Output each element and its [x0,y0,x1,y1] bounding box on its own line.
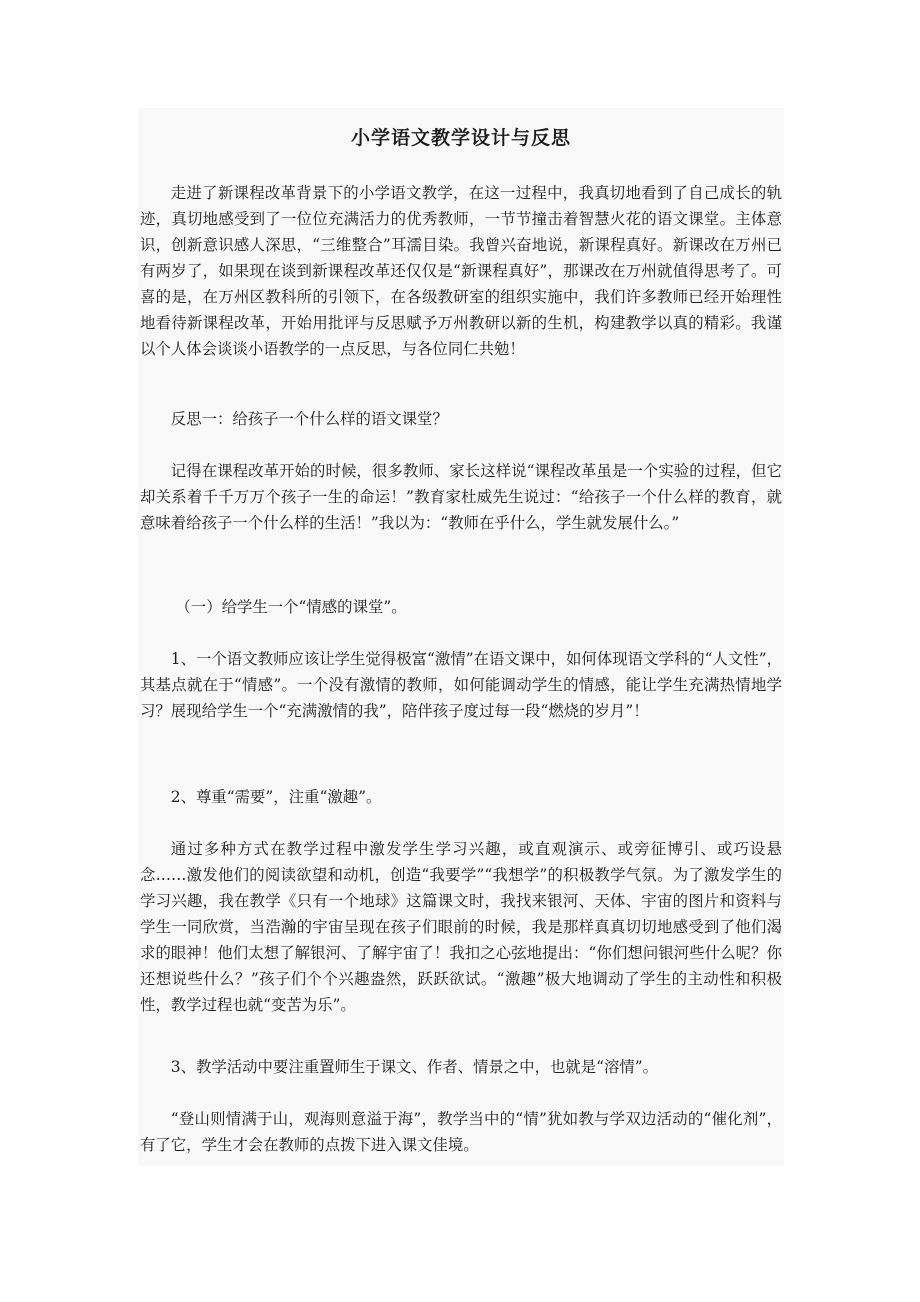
paragraph-point-3: 3、教学活动中要注重置师生于课文、作者、情景之中，也就是“溶情”。 [170,1058,659,1076]
document-page [138,108,784,1166]
paragraph-quote: 记得在课程改革开始的时候，很多教师、家长这样说“课程改革虽是一个实验的过程，但它却关系着千千万万个孩子一生的命运！”教育家杜威先生说过：“给孩子一个什么样的教育，就意味着给孩子一个什么样的生活！”我以为：“教师在乎什么，学生就发展什么。” [140,462,782,532]
subheading-emotional-classroom: （一）给学生一个“情感的课堂”。 [175,598,407,616]
paragraph-stimulate-interest: 通过多种方式在教学过程中激发学生学习兴趣，或直观演示、或旁征博引、或巧设悬念……激发他们的阅读欲望和动机，创造“我要学”“我想学”的积极教学气氛。为了激发学生的学习兴趣，我在教学《只有一个地球》这篇课文时，我找来银河、天体、宇宙的图片和资料与学生一同欣赏，当浩瀚的宇宙呈现在孩子们眼前的时候，我是那样真真切切地感受到了他们渴求的眼神！他们太想了解银河、了解宇宙了！我扣之心弦地提出：“你们想问银河些什么呢？你还想说些什么？”孩子们个个兴趣盎然，跃跃欲试。“激趣”极大地调动了学生的主动性和积极性，教学过程也就“变苦为乐”。 [140,840,782,1014]
paragraph-catalyst: “登山则情满于山，观海则意溢于海”，教学当中的“情”犹如教与学双边活动的“催化剂”，有了它，学生才会在教师的点拨下进入课文佳境。 [140,1110,782,1154]
paragraph-point-2: 2、尊重“需要”，注重“激趣”。 [170,788,382,806]
document-title: 小学语文教学设计与反思 [350,127,571,149]
section-heading-reflection-one: 反思一：给孩子一个什么样的语文课堂？ [170,410,448,428]
paragraph-point-1: 1、一个语文教师应该让学生觉得极富“激情”在语文课中，如何体现语文学科的“人文性”，其基点就在于“情感”。一个没有激情的教师，如何能调动学生的情感，能让学生充满热情地学习？展现给学生一个“充满激情的我”，陪伴孩子度过每一段“燃烧的岁月”！ [140,650,782,720]
paragraph-intro: 走进了新课程改革背景下的小学语文教学，在这一过程中，我真切地看到了自己成长的轨迹，真切地感受到了一位位充满活力的优秀教师，一节节撞击着智慧火花的语文课堂。主体意识，创新意识感人深思，“三维整合”耳濡目染。我曾兴奋地说，新课程真好。新课改在万州已有两岁了，如果现在谈到新课程改革还仅仅是“新课程真好”，那课改在万州就值得思考了。可喜的是，在万州区教科所的引领下，在各级教研室的组织实施中，我们许多教师已经开始理性地看待新课程改革，开始用批评与反思赋予万州教研以新的生机，构建教学以真的精彩。我谨以个人体会谈谈小语教学的一点反思，与各位同仁共勉！ [140,184,782,358]
